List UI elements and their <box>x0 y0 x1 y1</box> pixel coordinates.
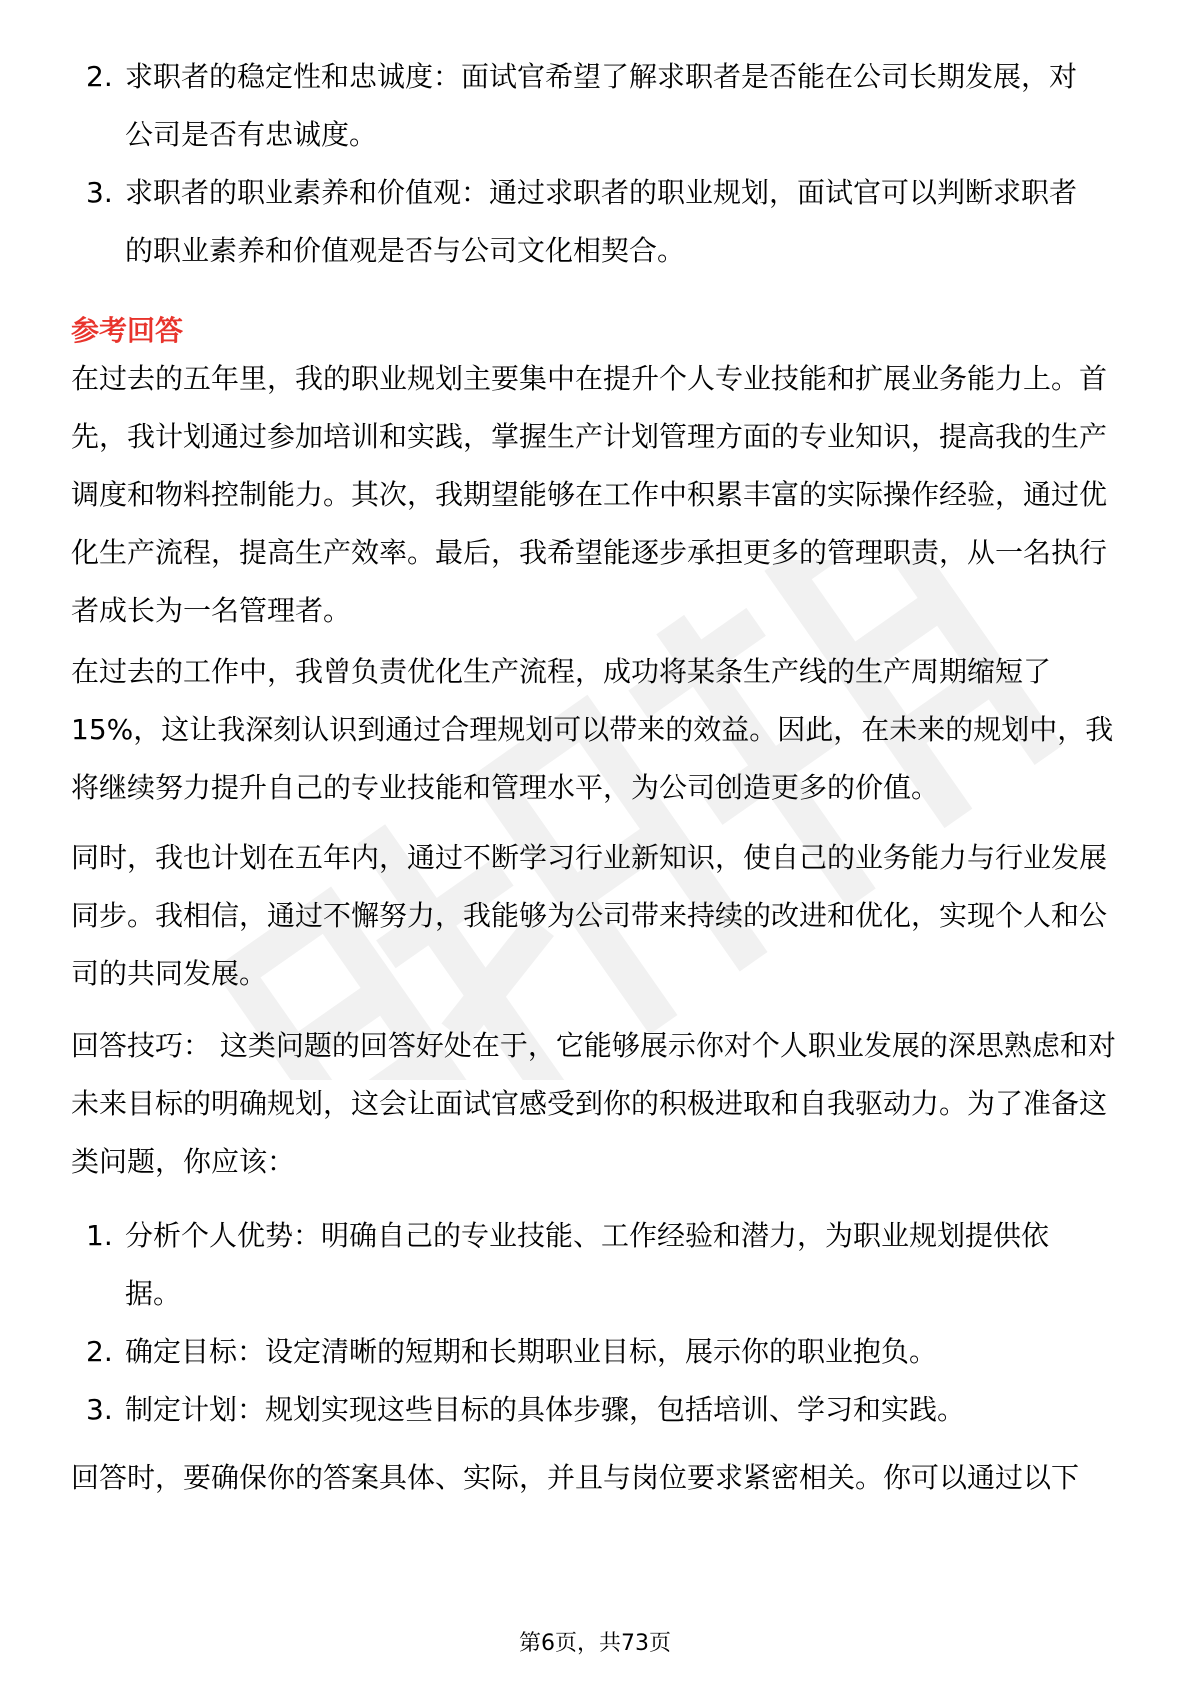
list-item-number: 2. <box>86 1335 113 1368</box>
list-item-text: 分析个人优势：明确自己的专业技能、工作经验和潜力，为职业规划提供依据。 <box>125 1219 1050 1310</box>
list-item <box>0 48 1190 164</box>
list-item <box>0 1323 1190 1381</box>
list-item <box>0 164 1190 280</box>
list-item-number: 1. <box>86 1219 113 1252</box>
criteria-list-top <box>0 48 1190 280</box>
list-item-text: 制定计划：规划实现这些目标的具体步骤，包括培训、学习和实践。 <box>125 1393 966 1426</box>
list-item <box>0 1207 1190 1323</box>
section-heading: 参考回答 <box>71 314 184 347</box>
list-item-text: 求职者的职业素养和价值观：通过求职者的职业规划，面试官可以判断求职者的职业素养和价值观是否与公司文化相契合。 <box>125 176 1078 267</box>
closing-paragraph: 回答时，要确保你的答案具体、实际，并且与岗位要求紧密相关。你可以通过以下 <box>71 1461 1080 1494</box>
tips-paragraph: 回答技巧： 这类问题的回答好处在于，它能够展示你对个人职业发展的深思熟虑和对未来目标的明确规划，这会让面试官感受到你的积极进取和自我驱动力。为了准备这类问题，你应该： <box>71 1029 1116 1178</box>
page-number-footer: 第6页，共73页 <box>519 1631 671 1656</box>
answer-paragraph-1: 在过去的五年里，我的职业规划主要集中在提升个人专业技能和扩展业务能力上。首先，我计划通过参加培训和实践，掌握生产计划管理方面的专业知识，提高我的生产调度和物料控制能力。其次，我期望能够在工作中积累丰富的实际操作经验，通过优化生产流程，提高生产效率。最后，我希望能逐步承担更多的管理职责，从一名执行者成长为一名管理者。 <box>71 362 1108 627</box>
answer-paragraph-2: 在过去的工作中，我曾负责优化生产流程，成功将某条生产线的生产周期缩短了15%，这让我深刻认识到通过合理规划可以带来的效益。因此，在未来的规划中，我将继续努力提升自己的专业技能和管理水平，为公司创造更多的价值。 <box>71 655 1114 804</box>
list-item-number: 3. <box>86 1393 113 1426</box>
answer-paragraph-3: 同时，我也计划在五年内，通过不断学习行业新知识，使自己的业务能力与行业发展同步。我相信，通过不懈努力，我能够为公司带来持续的改进和优化，实现个人和公司的共同发展。 <box>71 841 1108 990</box>
list-item-text: 求职者的稳定性和忠诚度：面试官希望了解求职者是否能在公司长期发展，对公司是否有忠诚度。 <box>125 60 1078 151</box>
list-item-number: 2. <box>86 60 113 93</box>
list-item <box>0 1381 1190 1439</box>
list-item-number: 3. <box>86 176 113 209</box>
list-item-text: 确定目标：设定清晰的短期和长期职业目标，展示你的职业抱负。 <box>125 1335 938 1368</box>
tips-list <box>0 1207 1190 1439</box>
